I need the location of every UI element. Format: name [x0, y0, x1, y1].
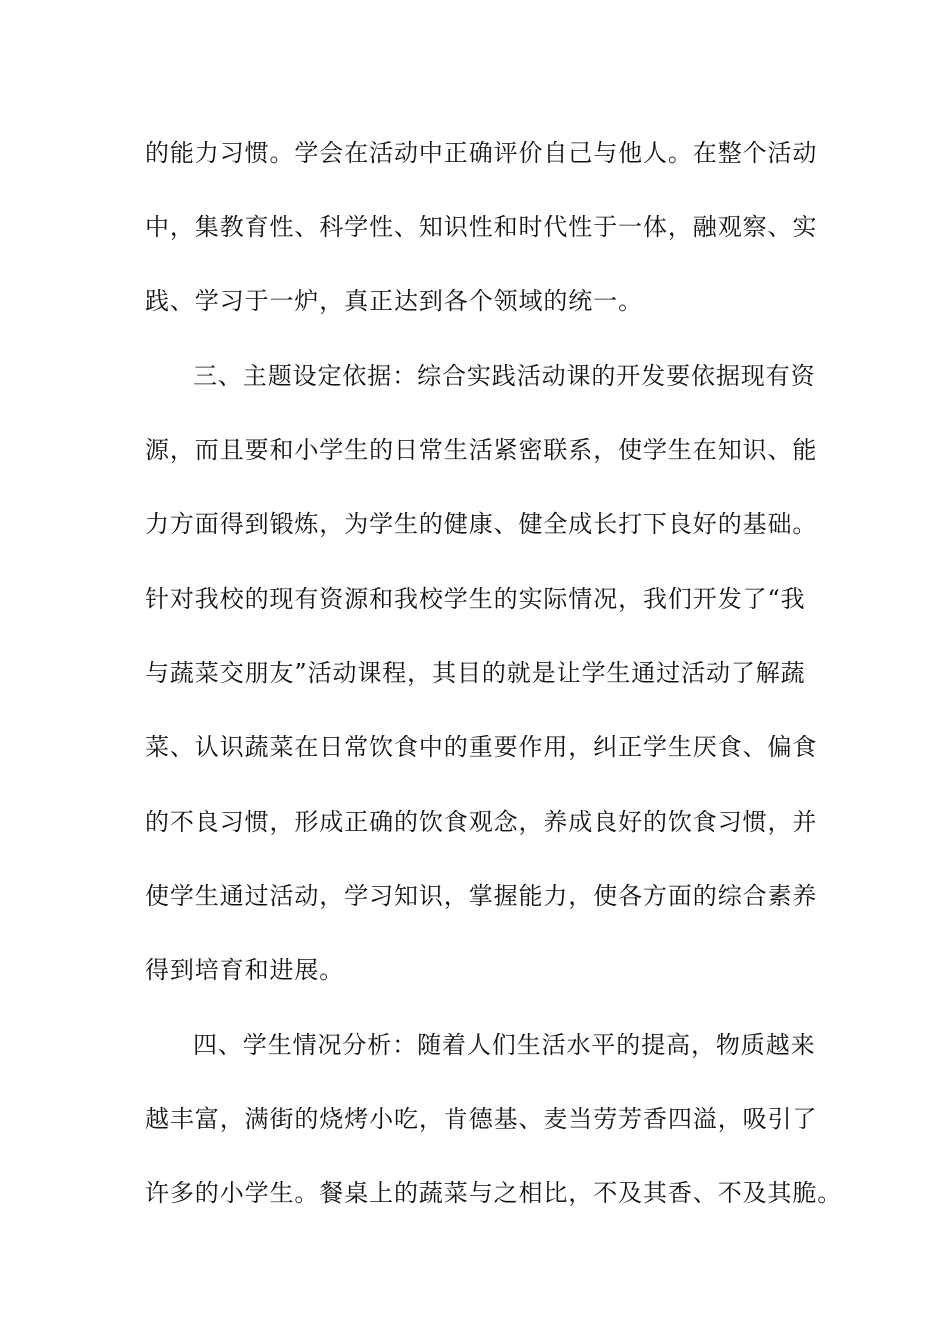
text-line: 越丰富，满街的烧烤小吃，肯德基、麦当劳芳香四溢，吸引了	[145, 1105, 818, 1133]
text-line: 使学生通过活动，学习知识，掌握能力，使各方面的综合素养	[145, 882, 818, 910]
text-line: 的不良习惯，形成正确的饮食观念，养成良好的饮食习惯，并	[145, 808, 818, 836]
text-line: 与蔬菜交朋友”活动课程，其目的就是让学生通过活动了解蔬	[145, 659, 806, 687]
text-line: 许多的小学生。餐桌上的蔬菜与之相比，不及其香、不及其脆。	[145, 1179, 843, 1207]
paragraph-heading-line: 四、学生情况分析：随着人们生活水平的提高，物质越来	[193, 1031, 816, 1059]
text-line: 得到培育和进展。	[145, 956, 345, 984]
text-line: 源，而且要和小学生的日常生活紧密联系，使学生在知识、能	[145, 436, 818, 464]
text-line: 针对我校的现有资源和我校学生的实际情况，我们开发了“我	[145, 585, 806, 613]
paragraph-heading-line: 三、主题设定依据：综合实践活动课的开发要依据现有资	[193, 362, 816, 390]
text-line: 践、学习于一炉，真正达到各个领域的统一。	[145, 287, 643, 315]
text-line: 力方面得到锻炼，为学生的健康、健全成长打下良好的基础。	[145, 510, 818, 538]
text-line: 中，集教育性、科学性、知识性和时代性于一体，融观察、实	[145, 213, 818, 241]
text-line: 菜、认识蔬菜在日常饮食中的重要作用，纠正学生厌食、偏食	[145, 733, 818, 761]
text-line: 的能力习惯。学会在活动中正确评价自己与他人。在整个活动	[145, 139, 818, 167]
